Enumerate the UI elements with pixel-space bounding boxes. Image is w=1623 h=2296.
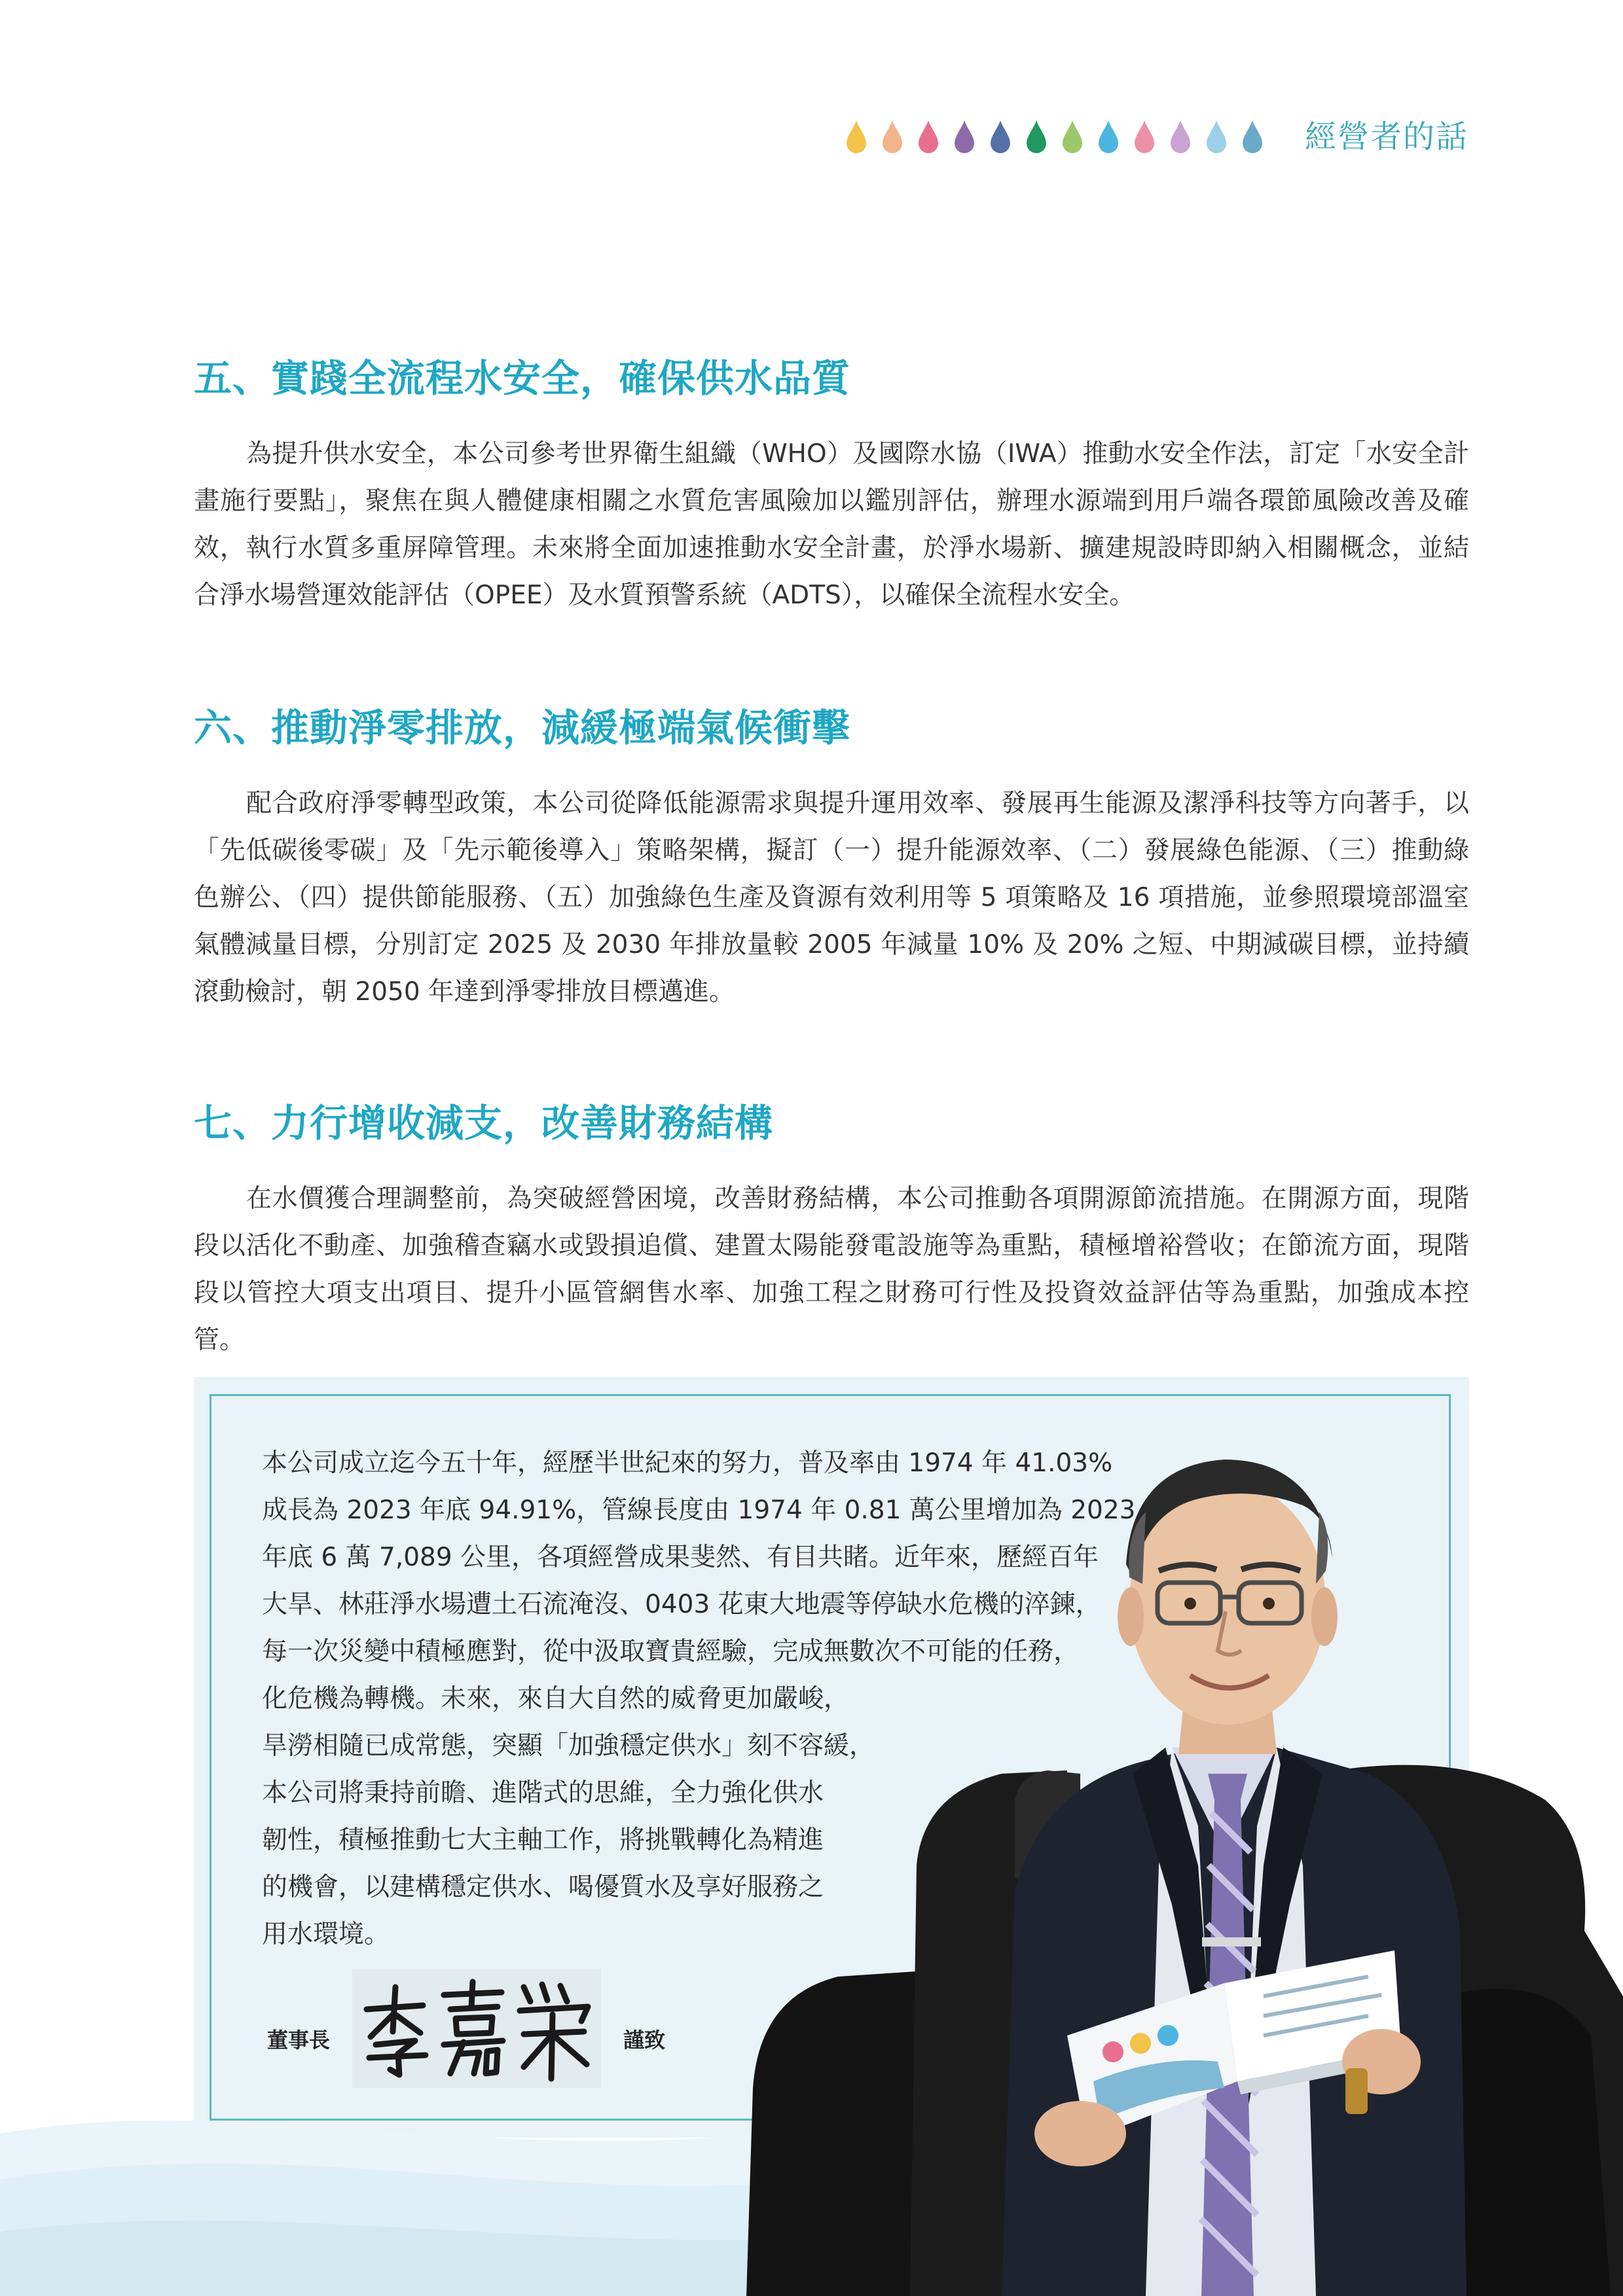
- section-body: 在水價獲合理調整前，為突破經營困境，改善財務結構，本公司推動各項開源節流措施。在開源方面，現階段以活化不動產、加強稽查竊水或毀損追償、建置太陽能發電設施等為重點，積極增裕營收；在節流方面，現階段以管控大項支出項目、提升小區管網售水率、加強工程之財務可行性及投資效益評估等為重點，加強成本控管。: [194, 1184, 1469, 1355]
- water-drop-icon: [1243, 120, 1262, 153]
- section-body: 為提升供水安全，本公司參考世界衛生組織（WHO）及國際水協（IWA）推動水安全作法，訂定「水安全計畫施行要點」，聚焦在與人體健康相關之水質危害風險加以鑑別評估，辦理水源端到用戶端各環節風險改善及確效，執行水質多重屏障管理。未來將全面加速推動水安全計畫，於淨水場新、擴建規設時即納入相關概念，並結合淨水場營運效能評估（OPEE）及水質預警系統（ADTS），以確保全流程水安全。: [194, 439, 1469, 610]
- message-line: 成長為 2023 年底 94.91%，管線長度由 1974 年 0.81 萬公里增加為 2023: [262, 1496, 1136, 1525]
- signer-title: 董事長: [267, 2028, 331, 2053]
- section-body: 配合政府淨零轉型政策，本公司從降低能源需求與提升運用效率、發展再生能源及潔淨科技等方向著手，以「先低碳後零碳」及「先示範後導入」策略架構，擬訂（一）提升能源效率、（二）發展綠色能源、（三）推動綠色辦公、（四）提供節能服務、（五）加強綠色生產及資源有效利用等 5 項策略及 16 項措施，並參照環境部溫室氣體減量目標，分別訂定 2025 及 2030 年排放量較 2005 年減量 10% 及 20% 之短、中期減碳目標，並持續滾動檢討，朝 2050 年達到淨零排放目標邁進。: [194, 789, 1469, 1007]
- message-line: 用水環境。: [262, 1920, 390, 1949]
- water-drop-icon: [991, 120, 1010, 153]
- section-title: 五、實踐全流程水安全，確保供水品質: [194, 356, 851, 401]
- message-line: 大旱、林莊淨水場遭土石流淹沒、0403 花東大地震等停缺水危機的淬鍊，: [262, 1590, 1101, 1619]
- water-drop-icon: [883, 120, 902, 153]
- message-line: 韌性，積極推動七大主軸工作，將挑戰轉化為精進: [262, 1825, 824, 1855]
- signature-strokes: [352, 1969, 601, 2088]
- section-title: 七、力行增收減支，改善財務結構: [194, 1101, 774, 1145]
- closing-text: 謹致: [623, 2028, 666, 2053]
- water-drop-icon: [1063, 120, 1082, 153]
- message-line: 的機會，以建構穩定供水、喝優質水及享好服務之: [262, 1873, 824, 1902]
- decorative-water-drops: [846, 117, 1278, 157]
- section-water-safety: [194, 352, 1469, 619]
- section-label: 經營者的話: [1304, 118, 1468, 155]
- water-drop-icon: [1099, 120, 1118, 153]
- message-line: 本公司將秉持前瞻、進階式的思維，全力強化供水: [262, 1778, 824, 1808]
- section-title: 六、推動淨零排放，減緩極端氣候衝擊: [194, 706, 851, 750]
- chairman-photo: [740, 1407, 1623, 2296]
- message-line: 旱澇相隨已成常態，突顯「加強穩定供水」刻不容緩，: [262, 1731, 875, 1761]
- water-drop-icon: [1027, 120, 1046, 153]
- water-drop-icon: [1171, 120, 1190, 153]
- signature-block: [264, 1969, 670, 2087]
- message-line: 年底 6 萬 7,089 公里，各項經營成果斐然、有目共睹。近年來，歷經百年: [262, 1543, 1099, 1572]
- water-drop-icon: [1207, 120, 1226, 153]
- section-finance: [194, 1097, 1469, 1364]
- water-drop-icon: [847, 120, 866, 153]
- water-drop-icon: [955, 120, 974, 153]
- message-line: 每一次災變中積極應對，從中汲取寶貴經驗，完成無數次不可能的任務，: [262, 1637, 1080, 1666]
- message-line: 本公司成立迄今五十年，經歷半世紀來的努力，普及率由 1974 年 41.03%: [262, 1448, 1113, 1478]
- water-drop-icon: [919, 120, 938, 153]
- water-drop-icon: [1135, 120, 1154, 153]
- message-line: 化危機為轉機。未來，來自大自然的威脅更加嚴峻，: [262, 1684, 850, 1713]
- section-net-zero: [194, 702, 1469, 1016]
- handwritten-signature: [352, 1969, 601, 2088]
